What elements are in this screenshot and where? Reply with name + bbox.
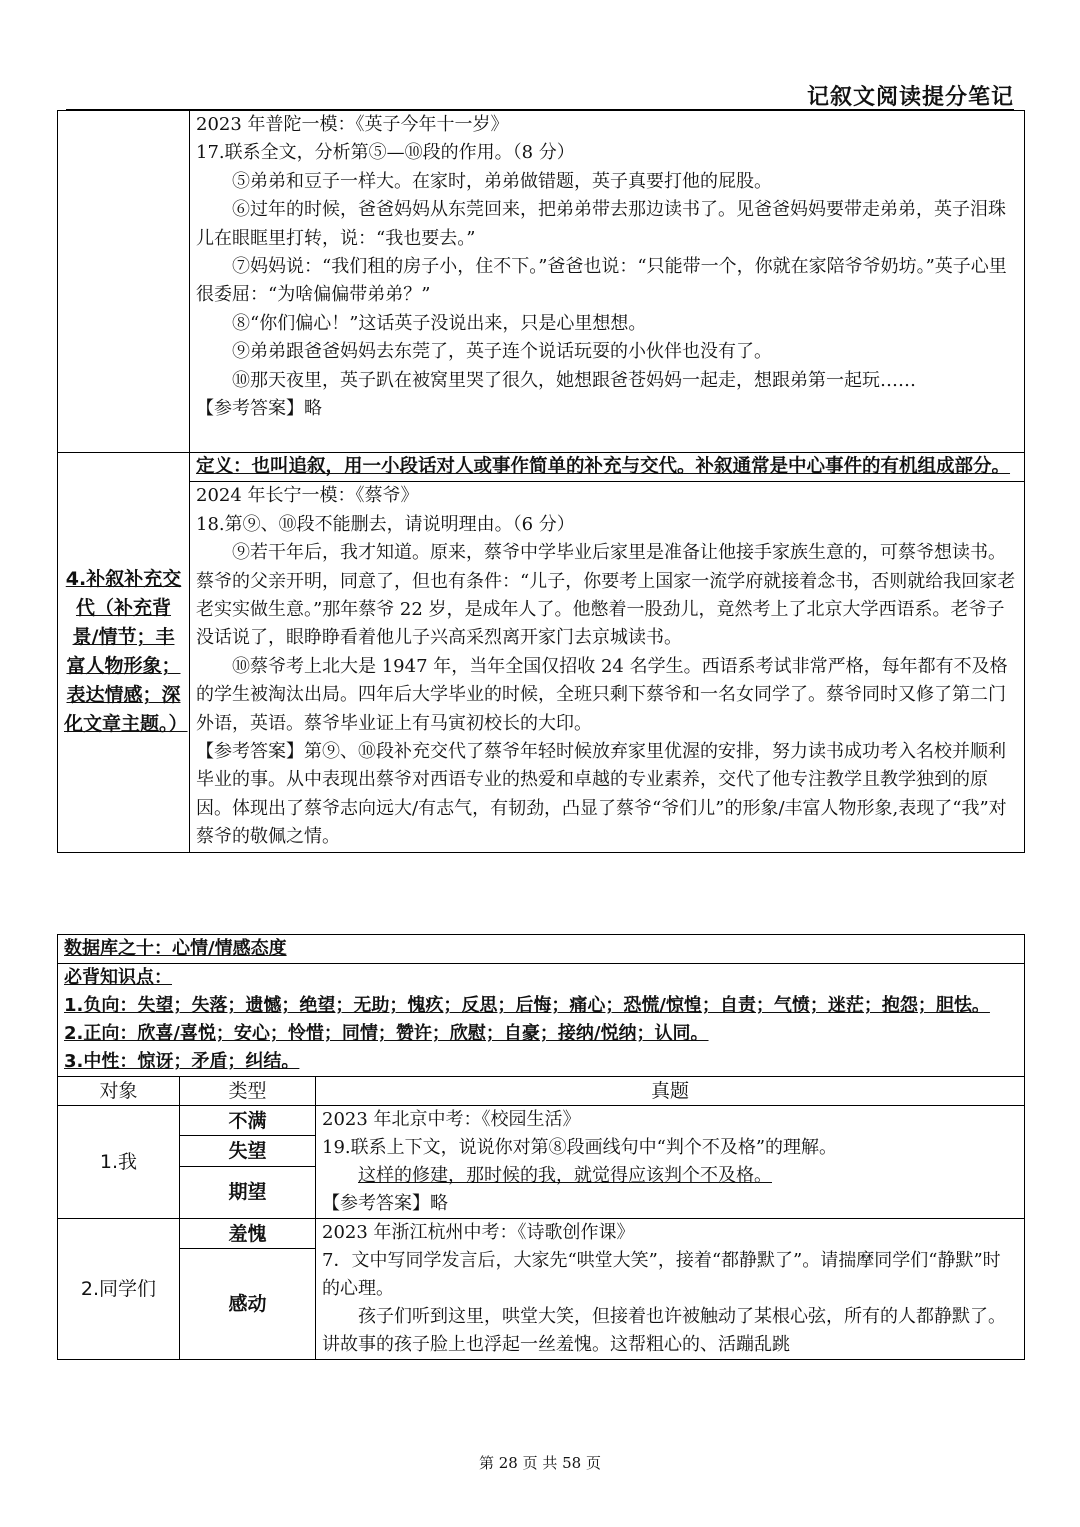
database-title-cell	[58, 935, 1025, 964]
passage-paragraph: ⑨弟弟跟爸爸妈妈去东莞了，英子连个说话玩耍的小伙伴也没有了。	[232, 341, 772, 363]
exam-cell	[316, 1106, 1025, 1219]
type-cell: 失望	[180, 1136, 316, 1166]
underlined-quote	[322, 1162, 1018, 1190]
definition-text: 定义：也叫追叙，用一小段话对人或事作简单的补充与交代。补叙通常是中心事件的有机组成部分。	[196, 456, 1011, 477]
exam-source: 2023 年普陀一模：《英子今年十一岁》	[196, 114, 509, 135]
question-text: 18.第⑨、⑩段不能删去，请说明理由。（6 分）	[196, 513, 575, 535]
passage-paragraph: ⑩蔡爷考上北大是 1947 年，当年全国仅招收 24 名学生。西语系考试非常严格，每年都有不及格的学生被淘汰出局。四年后大学毕业的时候，全班只剩下蔡爷和一名女同学了。蔡爷同时又修了第二门外语，英语。蔡爷毕业证上有马寅初校长的大印。	[196, 655, 1008, 734]
exam-cell	[316, 1219, 1025, 1360]
table-row	[58, 935, 1025, 964]
passage-paragraph: ⑧“你们偏心！”这话英子没说出来，只是心里想想。	[232, 312, 647, 334]
negative-emotions: 1.负向：失望；失落；遗憾；绝望；无助；愧疚；反思；后悔；痛心；恐慌/惊惶；自责；气愤；迷茫；抱怨；胆怯。	[64, 995, 990, 1016]
table-header-row	[58, 1077, 1025, 1106]
narrative-technique-table	[57, 110, 1025, 853]
left-cell-empty	[58, 111, 190, 453]
technique-label: 4.补叙补充交代（补充背景/情节；丰富人物形象；表达情感；深化文章主题。）	[58, 453, 190, 853]
question-text: 19.联系上下文，说说你对第⑧段画线句中“判个不及格”的理解。	[322, 1137, 838, 1158]
object-cell: 2.同学们	[58, 1219, 180, 1360]
table-row	[58, 964, 1025, 1077]
must-know-heading: 必背知识点：	[64, 967, 172, 988]
object-cell: 1.我	[58, 1106, 180, 1219]
answer-text: 【参考答案】略	[196, 398, 322, 420]
table-row	[58, 1219, 1025, 1249]
table-row	[58, 1106, 1025, 1136]
table-row	[58, 111, 1025, 453]
passage-paragraph: ⑤弟弟和豆子一样大。在家时，弟弟做错题，英子真要打他的屁股。	[232, 170, 772, 192]
passage-paragraph: ⑨若干年后，我才知道。原来，蔡爷中学毕业后家里是准备让他接手家族生意的，可蔡爷想读书。蔡爷的父亲开明，同意了，但也有条件：“儿子，你要考上国家一流学府就接着念书，否则就给我回家老老实实做生意。”那年蔡爷 22 岁，是成年人了。他憋着一股劲儿，竟然考上了北京大学西语系。老爷子没话说了，眼睁睁看着他儿子兴高采烈离开家门去京城读书。	[196, 542, 1016, 649]
answer-text: 【参考答案】第⑨、⑩段补充交代了蔡爷年轻时候放弃家里优渥的安排，努力读书成功考入名校并顺利毕业的事。从中表现出蔡爷对西语专业的热爱和卓越的专业素养，交代了他专注教学且教学独到的原因。体现出了蔡爷志向远大/有志气，有韧劲，凸显了蔡爷“爷们儿”的形象/丰富人物形象,表现了“我”对蔡爷的敬佩之情。	[196, 741, 1007, 848]
quote-text: 这样的修建，那时候的我，就觉得应该判个不及格。	[358, 1165, 772, 1186]
passage-paragraph: ⑦妈妈说：“我们租的房子小，住不下。”爸爸也说：“只能带一个，你就在家陪爷爷奶坊。”英子心里很委屈：“为啥偏偏带弟弟？”	[196, 256, 1007, 306]
type-cell: 期望	[180, 1166, 316, 1218]
passage-paragraph: ⑩那天夜里，英子趴在被窝里哭了很久，她想跟爸苍妈妈一起走，想跟弟第一起玩……	[232, 369, 916, 391]
positive-emotions: 2.正向：欣喜/喜悦；安心；怜惜；同情；赞许；欣慰；自豪；接纳/悦纳；认同。	[64, 1023, 709, 1044]
exam-source: 2023 年浙江杭州中考：《诗歌创作课》	[322, 1222, 635, 1243]
column-header-object: 对象	[58, 1077, 180, 1106]
passage-paragraph: 孩子们听到这里，哄堂大笑，但接着也许被触动了某根心弦，所有的人都静默了。讲故事的孩子脸上也浮起一丝羞愧。这帮粗心的、活蹦乱跳	[322, 1306, 1006, 1355]
table-row	[58, 482, 1025, 852]
column-header-exam: 真题	[316, 1077, 1025, 1106]
question-text: 17.联系全文，分析第⑤—⑩段的作用。（8 分）	[196, 142, 575, 164]
column-header-type: 类型	[180, 1077, 316, 1106]
question-text: 7．文中写同学发言后，大家先“哄堂大笑”，接着“都静默了”。请揣摩同学们“静默”时的心理。	[322, 1250, 1001, 1299]
page-number: 第 28 页 共 58 页	[478, 1454, 601, 1472]
knowledge-cell	[58, 964, 1025, 1077]
example-cell	[190, 482, 1025, 852]
exam-source: 2023 年北京中考：《校园生活》	[322, 1109, 581, 1130]
exam-source: 2024 年长宁一模：《蔡爷》	[196, 485, 419, 507]
type-cell: 感动	[180, 1249, 316, 1360]
database-title: 数据库之十：心情/情感态度	[64, 938, 287, 959]
definition-cell	[190, 453, 1025, 482]
emotion-database-table	[57, 934, 1025, 1360]
passage-paragraph: ⑥过年的时候，爸爸妈妈从东莞回来，把弟弟带去那边读书了。见爸爸妈妈要带走弟弟，英子泪珠儿在眼眶里打转，说：“我也要去。”	[196, 199, 1006, 249]
type-cell: 羞愧	[180, 1219, 316, 1249]
table-row	[58, 453, 1025, 482]
example-cell	[190, 111, 1025, 453]
type-cell: 不满	[180, 1106, 316, 1136]
answer-text: 【参考答案】略	[322, 1193, 448, 1214]
neutral-emotions: 3.中性：惊讶；矛盾；纠结。	[64, 1051, 300, 1072]
document-header-title: 记叙文阅读提分笔记	[806, 85, 1014, 110]
